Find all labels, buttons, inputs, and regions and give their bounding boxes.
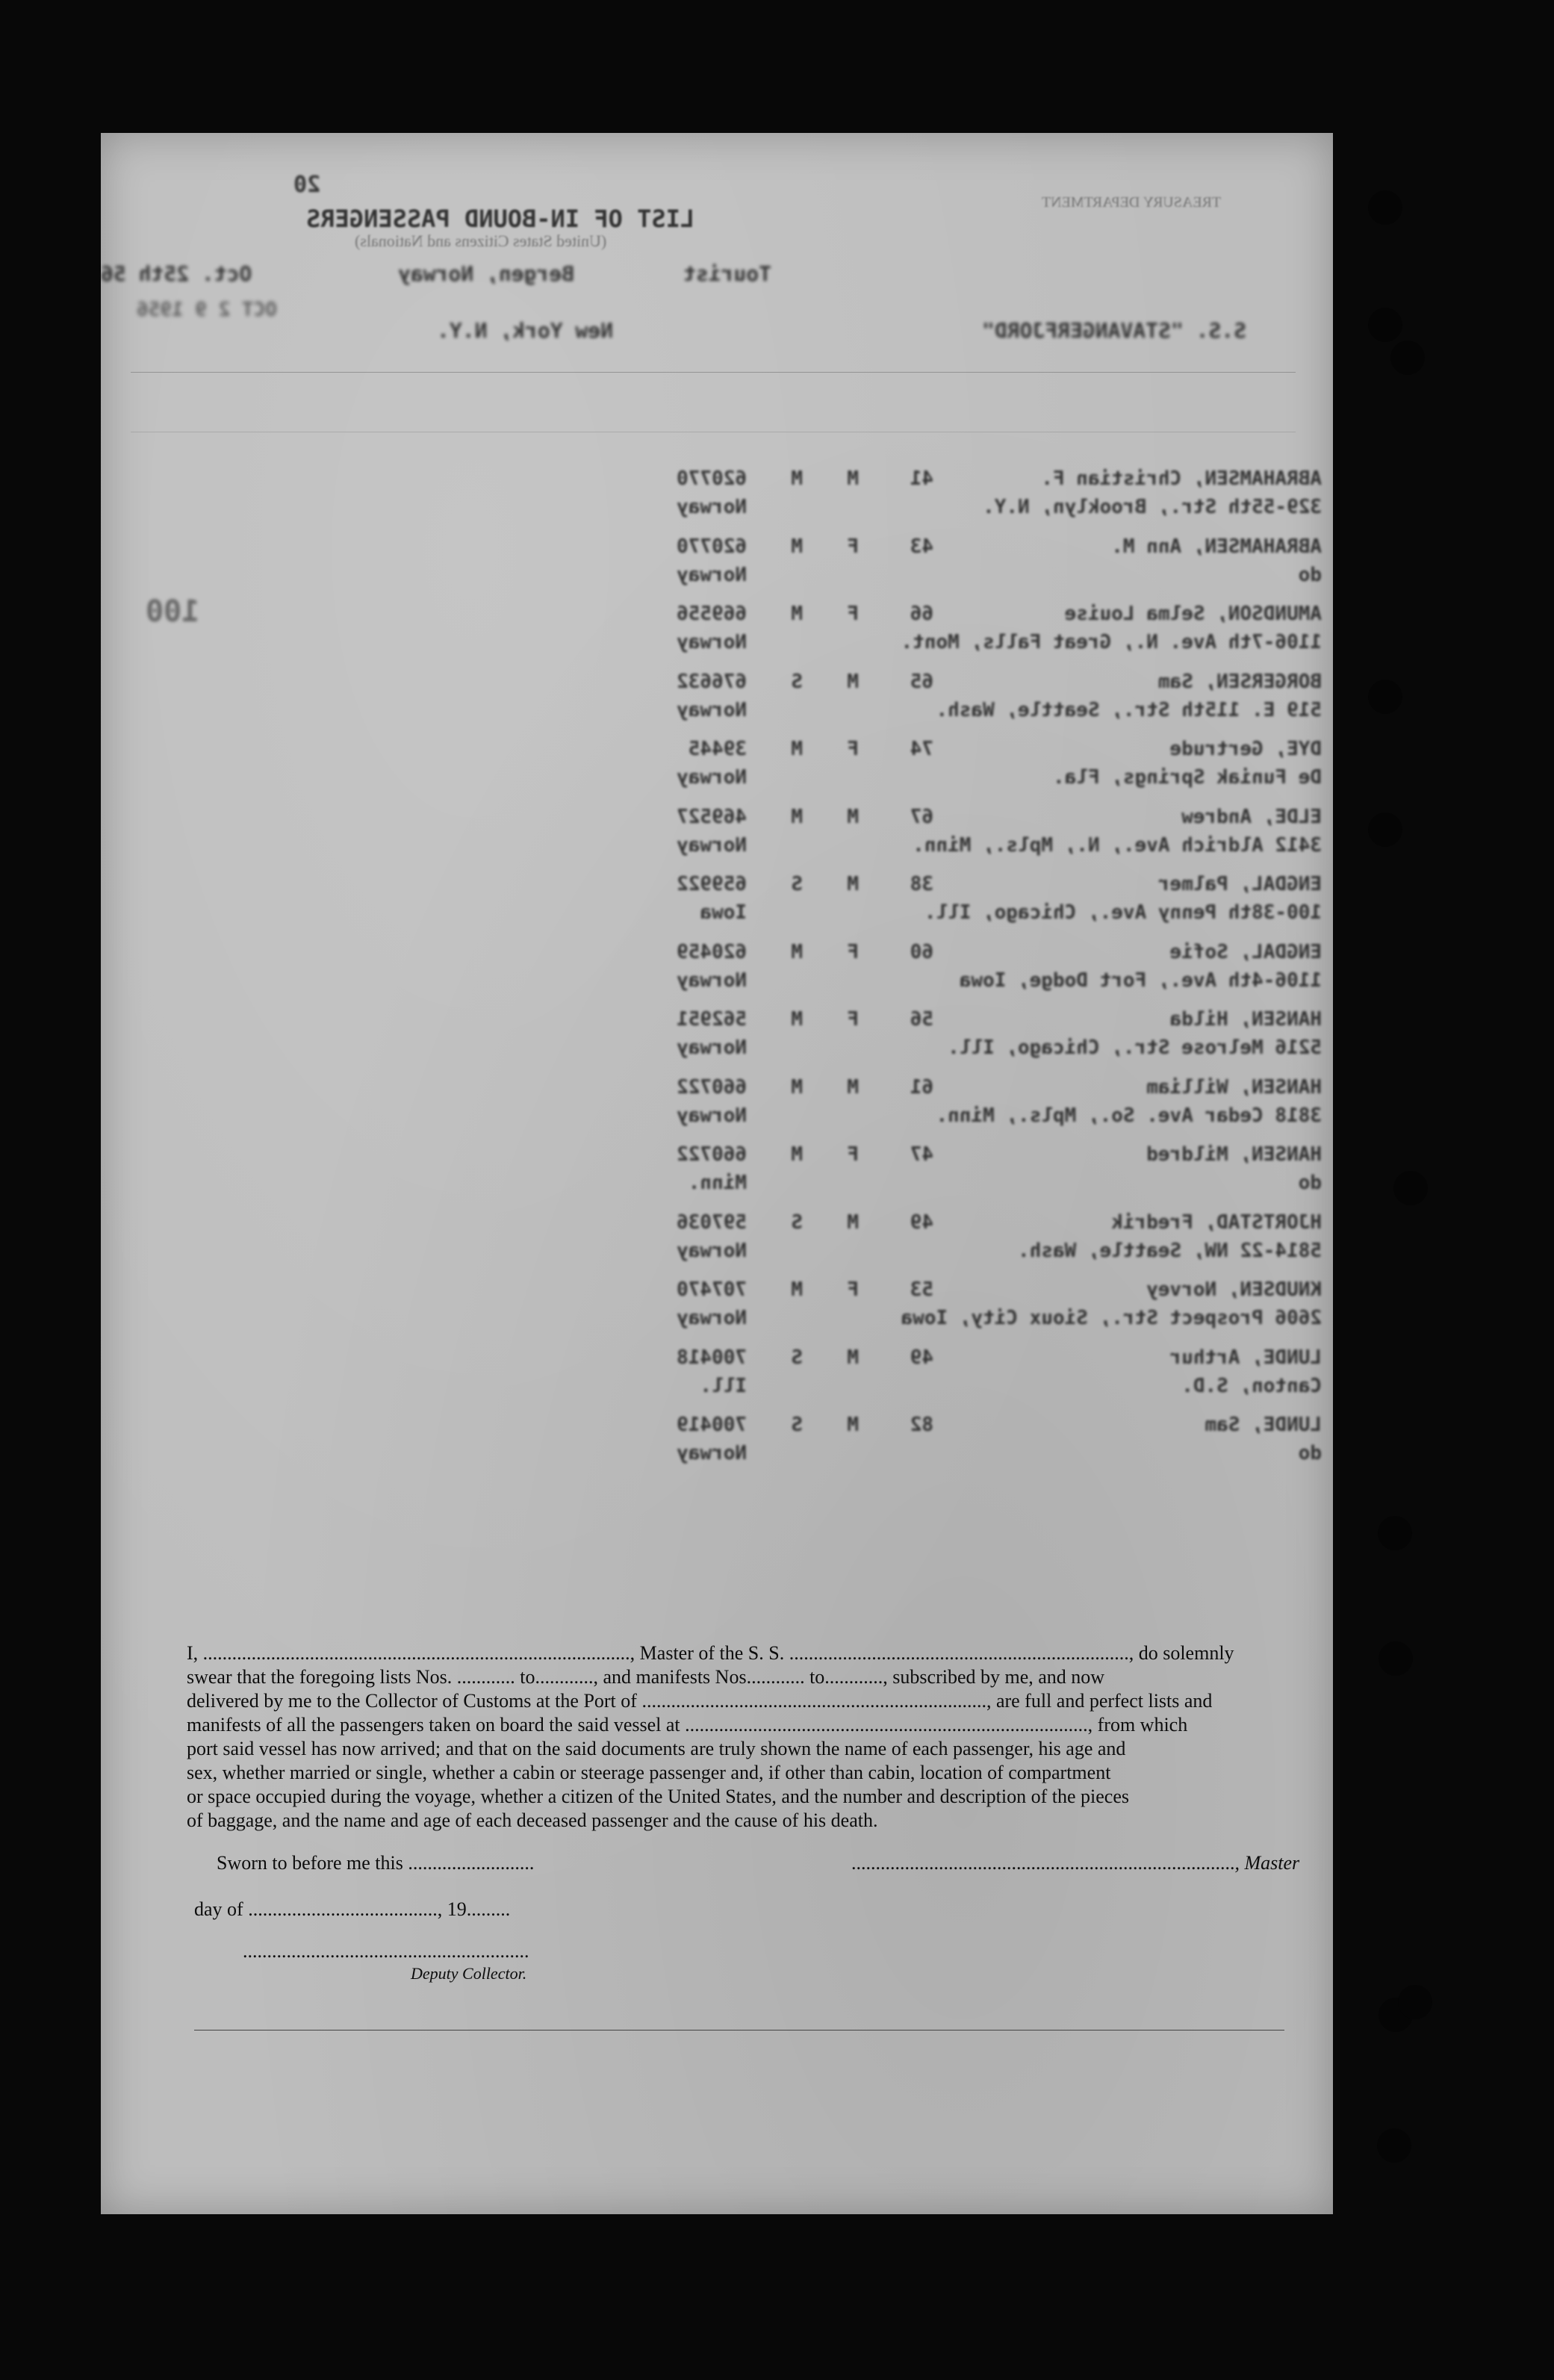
passenger-marital: M (791, 1075, 803, 1099)
passenger-birthplace: Norway (677, 631, 747, 653)
passenger-marital: M (791, 940, 803, 963)
passenger-name: LUNDE, Sam (1205, 1414, 1322, 1436)
passenger-line-1 (642, 467, 1337, 493)
passenger-sex: F (847, 738, 859, 760)
passenger-cert: 700419 (677, 1414, 747, 1436)
passenger-age: 47 (910, 1143, 933, 1166)
passenger-entry (642, 806, 1337, 870)
passenger-name: ABRAHAMSEN, Ann M. (1111, 535, 1322, 558)
passenger-line-1 (642, 1008, 1337, 1034)
passenger-line-1 (642, 1414, 1337, 1439)
arriving-port: New York, N.Y. (437, 318, 614, 343)
master-blank: ............................................................................... (851, 1852, 1235, 1874)
binder-hole (1368, 190, 1402, 225)
passenger-address: 1106-4th Ave., Fort Dodge, Iowa (959, 969, 1322, 992)
side-number: 100 (146, 594, 200, 629)
passenger-address: do (1298, 563, 1322, 586)
passenger-age: 38 (910, 873, 933, 895)
passenger-cert: 597036 (677, 1211, 747, 1234)
passenger-class: Tourist (683, 261, 772, 286)
passenger-age: 74 (910, 738, 933, 760)
passenger-marital: M (791, 535, 803, 558)
oath-i: I, (187, 1642, 199, 1664)
oath-line-7: or space occupied during the voyage, whether a citizen of the United States, and the number and description of the pieces (187, 1786, 1130, 1807)
passenger-line-1 (642, 603, 1337, 628)
passenger-address: 5814-22 NW, Seattle, Wash. (1018, 1239, 1322, 1262)
passenger-line-2 (642, 1240, 1337, 1265)
from-port: Bergen, Norway (398, 261, 575, 286)
binder-hole (1377, 2128, 1411, 2163)
binder-hole (1393, 1171, 1428, 1205)
binder-hole (1368, 813, 1402, 847)
passenger-marital: S (791, 670, 803, 693)
passenger-entry (642, 1076, 1337, 1140)
passenger-sex: M (847, 805, 859, 828)
passenger-line-2 (642, 1172, 1337, 1197)
passenger-address: 519 E. 115th Str., Seattle, Wash. (936, 698, 1322, 721)
passenger-line-2 (642, 631, 1337, 656)
passenger-entry (642, 1211, 1337, 1276)
passenger-sex: M (847, 873, 859, 895)
passenger-line-2 (642, 834, 1337, 860)
passenger-birthplace: Norway (677, 833, 747, 857)
passenger-marital: M (791, 603, 803, 625)
binder-hole (1379, 1641, 1413, 1676)
passenger-line-1 (642, 1278, 1337, 1304)
passenger-sex: M (847, 1211, 859, 1234)
passenger-name: AMUNDSON, Selma Louise (1064, 603, 1322, 625)
passenger-address: De Funiak Springs, Fla. (1052, 766, 1322, 789)
manifest-date: Oct. 25th 56 (101, 261, 252, 286)
passenger-entry (642, 535, 1337, 600)
passenger-cert: 676632 (677, 670, 747, 693)
passenger-sex: F (847, 940, 859, 963)
passenger-birthplace: Norway (677, 1307, 747, 1329)
passenger-entry (642, 671, 1337, 735)
passenger-line-1 (642, 1211, 1337, 1237)
passenger-cert: 660722 (677, 1143, 747, 1166)
passenger-entry (642, 873, 1337, 937)
deputy-blank: ........................................................... (243, 1940, 529, 1962)
passenger-name: ENGDAL, Palmer (1157, 873, 1322, 895)
passenger-age: 82 (910, 1414, 933, 1436)
passenger-sex: F (847, 1008, 859, 1031)
passenger-address: 100-38th Penny Ave., Chicago, Ill. (924, 901, 1322, 924)
oath-paragraph (187, 1641, 1329, 1833)
passenger-address: 1106-7th Ave. N., Great Falls, Mont. (901, 631, 1322, 653)
passenger-name: HANSEN, Mildred (1146, 1143, 1322, 1166)
passenger-line-2 (642, 496, 1337, 521)
deputy-collector-label (411, 1964, 526, 1983)
passenger-name: LUNDE, Arthur (1169, 1346, 1322, 1369)
passenger-age: 43 (910, 535, 933, 558)
passenger-cert: 659922 (677, 873, 747, 895)
passenger-cert: 620770 (677, 467, 747, 490)
passenger-address: Canton, S.D. (1181, 1374, 1322, 1397)
passenger-birthplace: Norway (677, 496, 747, 518)
passenger-line-1 (642, 1076, 1337, 1102)
passenger-entry (642, 1278, 1337, 1343)
oath-line-8: of baggage, and the name and age of each deceased passenger and the cause of his death. (187, 1809, 878, 1831)
passenger-name: ELDE, Andrew (1181, 805, 1322, 828)
passenger-address: 2606 Prospect Str., Sioux City, Iowa (901, 1307, 1322, 1329)
passenger-address: 3412 Aldrich Ave., N., Mpls., Minn. (913, 833, 1322, 857)
passenger-address: 5216 Melrose Str., Chicago, Ill. (948, 1037, 1322, 1059)
passenger-marital: M (791, 1008, 803, 1031)
oath-line-5: port said vessel has now arrived; and that on the said documents are truly shown the name of each passenger, his age and (187, 1738, 1126, 1759)
passenger-marital: M (791, 1143, 803, 1166)
passenger-name: ENGDAL, Sofie (1169, 940, 1322, 963)
passenger-age: 49 (910, 1346, 933, 1369)
passenger-line-2 (642, 1104, 1337, 1130)
passenger-marital: S (791, 873, 803, 895)
passenger-age: 66 (910, 603, 933, 625)
binder-hole (1368, 680, 1402, 714)
passenger-age: 65 (910, 670, 933, 693)
passenger-marital: M (791, 738, 803, 760)
oath-solemnly: , do solemnly (1128, 1642, 1234, 1664)
passenger-age: 49 (910, 1211, 933, 1234)
passenger-sex: M (847, 1075, 859, 1099)
passenger-entry (642, 738, 1337, 802)
passenger-line-2 (642, 564, 1337, 589)
list-number: 20 (293, 172, 321, 198)
passenger-line-2 (642, 766, 1337, 792)
passenger-cert: 669556 (677, 603, 747, 625)
passenger-cert: 620770 (677, 535, 747, 558)
passenger-cert: 707470 (677, 1278, 747, 1301)
day-of-line: day of ......................................., 19......... (194, 1898, 511, 1920)
passenger-marital: M (791, 805, 803, 828)
stamp-date: OCT 2 9 1956 (137, 299, 277, 321)
binder-hole (1390, 341, 1425, 375)
passenger-sex: F (847, 1278, 859, 1301)
passenger-age: 60 (910, 940, 933, 963)
bleed-stamp (213, 1382, 295, 1402)
passenger-marital: M (791, 1278, 803, 1301)
passenger-line-2 (642, 699, 1337, 724)
treasury-label: TREASURY DEPARTMENT (1042, 194, 1222, 211)
passenger-cert: 39445 (688, 738, 747, 760)
passenger-birthplace: Norway (677, 1442, 747, 1464)
passenger-line-2 (642, 1442, 1337, 1467)
passenger-name: BORGERSEN, Sam (1157, 670, 1322, 693)
passenger-age: 41 (910, 467, 933, 490)
oath-line-2: swear that the foregoing lists Nos. ............ to............, and manifests Nos............ to............, subscribed by me, and now (187, 1666, 1105, 1688)
passenger-line-1 (642, 738, 1337, 763)
passenger-birthplace: Norway (677, 969, 747, 992)
passenger-line-2 (642, 1375, 1337, 1400)
passenger-entry (642, 603, 1337, 667)
sworn-line: Sworn to before me this .......................... (217, 1852, 535, 1874)
passenger-line-1 (642, 1346, 1337, 1372)
passenger-sex: F (847, 1143, 859, 1166)
passenger-name: DYE, Gertrude (1169, 738, 1322, 760)
passenger-age: 53 (910, 1278, 933, 1301)
passenger-marital: S (791, 1346, 803, 1369)
passenger-line-1 (642, 1143, 1337, 1169)
oath-master-of: , Master of the S. S. (630, 1642, 785, 1664)
passenger-line-1 (642, 535, 1337, 561)
passenger-age: 56 (910, 1008, 933, 1031)
passenger-sex: F (847, 535, 859, 558)
passenger-cert: 660722 (677, 1075, 747, 1099)
passenger-name: HANSEN, Hilda (1169, 1008, 1322, 1031)
passenger-cert: 620459 (677, 940, 747, 963)
passenger-sex: M (847, 1414, 859, 1436)
passenger-line-1 (642, 873, 1337, 898)
passenger-birthplace: Ill. (700, 1374, 747, 1397)
binder-hole (1368, 308, 1402, 342)
passenger-address: 329-55th Str., Brooklyn, N.Y. (983, 496, 1322, 518)
passenger-sex: M (847, 467, 859, 490)
passenger-age: 67 (910, 805, 933, 828)
passenger-sex: M (847, 670, 859, 693)
deputy-label: Deputy Collector. (411, 1964, 527, 1983)
passenger-line-2 (642, 969, 1337, 995)
binder-hole (1378, 1516, 1412, 1550)
passenger-address: do (1298, 1442, 1322, 1464)
passenger-birthplace: Norway (677, 1104, 747, 1127)
oath-blank: ...................................................................... (789, 1642, 1129, 1664)
passenger-marital: M (791, 467, 803, 490)
passenger-birthplace: Iowa (700, 901, 747, 924)
passenger-line-1 (642, 806, 1337, 831)
list-subtitle: (United States Citizens and Nationals) (355, 232, 607, 250)
passenger-line-1 (642, 671, 1337, 696)
passenger-name: HANSEN, William (1146, 1075, 1322, 1099)
passenger-sex: M (847, 1346, 859, 1369)
passenger-entry (642, 467, 1337, 532)
passenger-entry (642, 1414, 1337, 1478)
passenger-name: KNUDSEN, Norvey (1146, 1278, 1322, 1301)
passenger-age: 61 (910, 1075, 933, 1099)
oath-line-6: sex, whether married or single, whether a cabin or steerage passenger and, if other than cabin, location of compartment (187, 1762, 1111, 1783)
binder-hole (1398, 1985, 1432, 2019)
master-signature-line (851, 1852, 1299, 1874)
passenger-birthplace: Minn. (688, 1172, 747, 1194)
passenger-entry (642, 1346, 1337, 1411)
passenger-address: 3818 Cedar Ave. So., Mpls., Minn. (936, 1104, 1322, 1127)
oath-line-4: manifests of all the passengers taken on board the said vessel at ..................................................................................., from which (187, 1714, 1188, 1736)
passenger-sex: F (847, 603, 859, 625)
passenger-birthplace: Norway (677, 698, 747, 721)
manifest-sheet (101, 133, 1333, 2214)
passenger-line-2 (642, 1037, 1337, 1062)
passenger-line-2 (642, 1307, 1337, 1332)
passenger-name: HJORTSTAD, Fredrik (1111, 1211, 1322, 1234)
passenger-address: do (1298, 1172, 1322, 1194)
oath-blank: ........................................................................................ (202, 1642, 630, 1664)
list-title: LIST OF IN-BOUND PASSENGERS (306, 205, 695, 233)
bottom-rule (194, 2030, 1284, 2031)
passenger-name: ABRAHAMSEN, Christian F. (1041, 467, 1322, 490)
header-rule (131, 372, 1296, 373)
oath-line-3: delivered by me to the Collector of Customs at the Port of ......................................................................., are full and perfect lists and (187, 1690, 1213, 1712)
ship-name: S.S. "STAVANGERFJORD" (982, 318, 1247, 343)
passenger-birthplace: Norway (677, 563, 747, 586)
master-label: , Master (1234, 1852, 1300, 1874)
passenger-marital: S (791, 1211, 803, 1234)
oath-line-1 (187, 1641, 1329, 1665)
passenger-entry (642, 1143, 1337, 1208)
passenger-entry (642, 941, 1337, 1005)
passenger-marital: S (791, 1414, 803, 1436)
passenger-line-2 (642, 901, 1337, 927)
passenger-cert: 469527 (677, 805, 747, 828)
passenger-cert: 562951 (677, 1008, 747, 1031)
passenger-birthplace: Norway (677, 766, 747, 789)
passenger-birthplace: Norway (677, 1239, 747, 1262)
passenger-line-1 (642, 941, 1337, 966)
passenger-entry (642, 1008, 1337, 1072)
passenger-cert: 700418 (677, 1346, 747, 1369)
passenger-birthplace: Norway (677, 1037, 747, 1059)
